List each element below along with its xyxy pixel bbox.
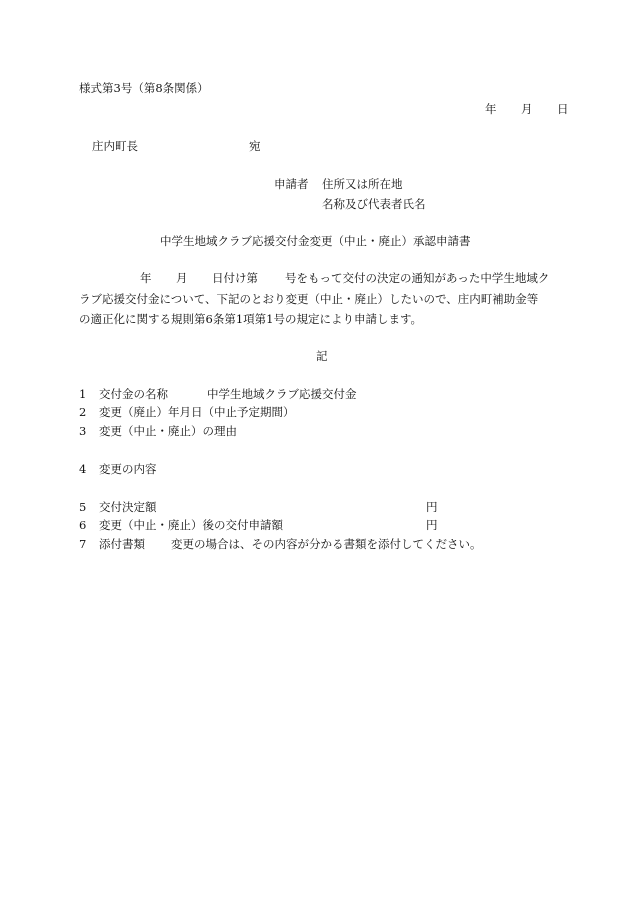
date-month-label: 月 (521, 102, 533, 116)
item-number: 4 (79, 462, 87, 476)
form-number: 様式第3号（第8条関係） (79, 81, 209, 95)
item-value: 中学生地域クラブ応援交付金 (207, 387, 357, 401)
list-item (79, 424, 237, 438)
list-item (79, 462, 157, 476)
list-item (79, 537, 482, 551)
item-label: 変更（廃止）年月日（中止予定期間） (99, 405, 295, 419)
date-day-label: 日 (557, 102, 569, 116)
item-unit: 円 (426, 500, 438, 514)
applicant-label: 申請者 (274, 177, 309, 191)
item-note: 変更の場合は、その内容が分かる書類を添付してください。 (171, 537, 482, 551)
item-number: 6 (79, 518, 87, 532)
body-date-text: 日付け第 (212, 271, 258, 285)
item-number: 5 (79, 500, 87, 514)
applicant-address-label: 住所又は所在地 (322, 177, 403, 191)
item-label: 交付金の名称 (99, 387, 168, 401)
item-label: 変更の内容 (99, 462, 157, 476)
list-item (79, 518, 283, 532)
list-item (79, 500, 157, 514)
body-text-2: ラブ応援交付金について、下記のとおり変更（中止・廃止）したいので、庄内町補助金等 (79, 292, 539, 306)
list-item (79, 405, 295, 419)
item-label: 添付書類 (99, 537, 145, 551)
document-title: 中学生地域クラブ応援交付金変更（中止・廃止）承認申請書 (160, 234, 471, 248)
item-number: 1 (79, 387, 87, 401)
item-label: 交付決定額 (99, 500, 157, 514)
list-item (79, 387, 357, 401)
applicant-name-label: 名称及び代表者氏名 (322, 197, 426, 211)
item-number: 7 (79, 537, 87, 551)
date-year-label: 年 (485, 102, 497, 116)
ki-heading: 記 (316, 349, 328, 363)
addressee-name: 庄内町長 (92, 139, 138, 153)
body-year-label: 年 (140, 271, 152, 285)
item-label: 変更（中止・廃止）後の交付申請額 (99, 518, 283, 532)
item-number: 3 (79, 424, 87, 438)
addressee-suffix: 宛 (249, 139, 261, 153)
item-number: 2 (79, 405, 87, 419)
body-text-3: の適正化に関する規則第6条第1項第1号の規定により申請します。 (79, 312, 423, 326)
item-label: 変更（中止・廃止）の理由 (99, 424, 237, 438)
item-unit: 円 (426, 518, 438, 532)
body-text-1: 号をもって交付の決定の通知があった中学生地域ク (285, 271, 550, 285)
body-month-label: 月 (176, 271, 188, 285)
